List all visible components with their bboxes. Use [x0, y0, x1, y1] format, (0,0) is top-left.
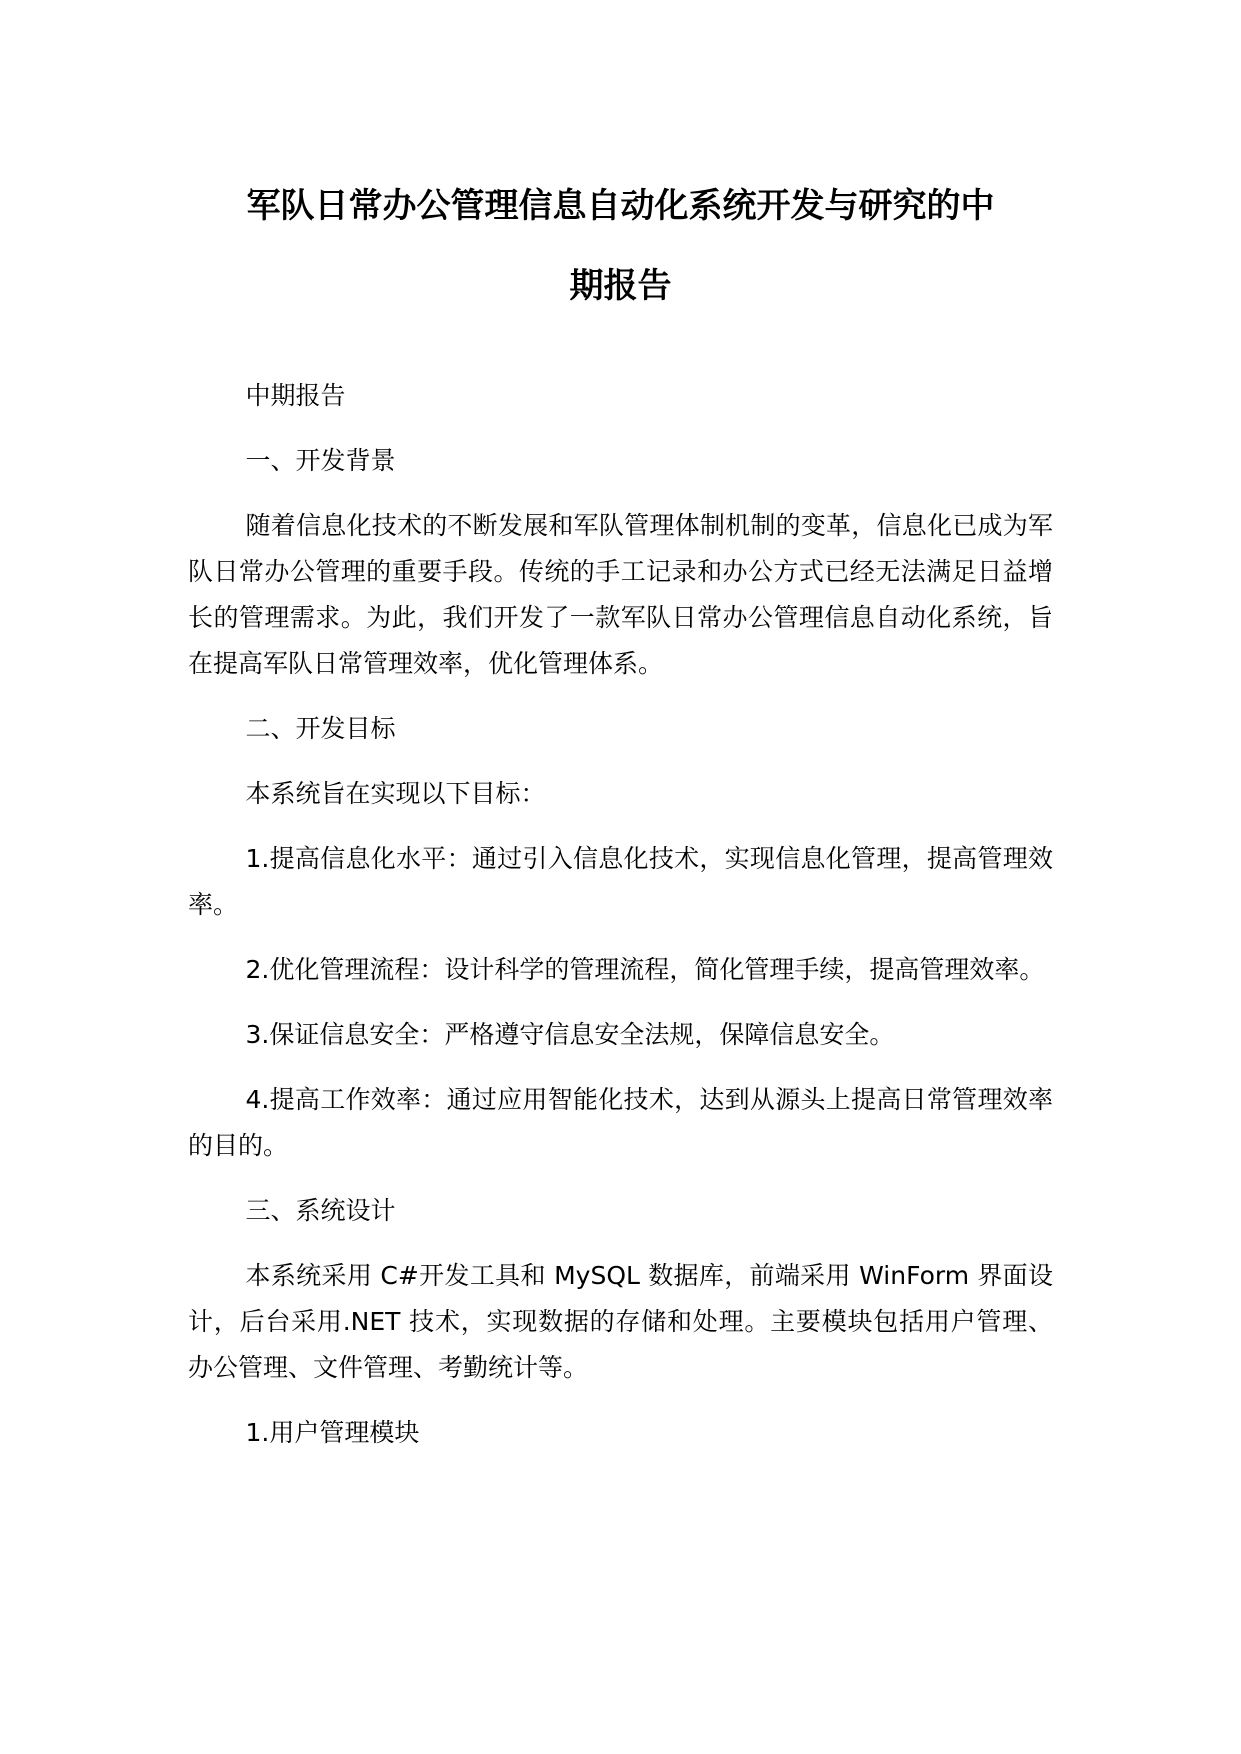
document-title-line-1: 军队日常办公管理信息自动化系统开发与研究的中 — [246, 186, 995, 226]
section-heading-background: 一、开发背景 — [245, 446, 396, 475]
paragraph-background: 随着信息化技术的不断发展和军队管理体制机制的变革，信息化已成为军队日常办公管理的重要手段。传统的手工记录和办公方式已经无法满足日益增长的管理需求。为此，我们开发了一款军队日常办公管理信息自动化系统，旨在提高军队日常管理效率，优化管理体系。 — [188, 511, 1053, 678]
section-heading-design: 三、系统设计 — [245, 1196, 396, 1225]
paragraph-report-label: 中期报告 — [245, 381, 346, 410]
document-title-line-2: 期报告 — [569, 266, 672, 306]
document-body — [188, 373, 1053, 1475]
goal-item-3: 3.保证信息安全：严格遵守信息安全法规，保障信息安全。 — [245, 1020, 895, 1049]
paragraph-design: 本系统采用 C#开发工具和 MySQL 数据库，前端采用 WinForm 界面设计，后台采用.NET 技术，实现数据的存储和处理。主要模块包括用户管理、办公管理、文件管理、考勤统计等。 — [188, 1261, 1053, 1382]
paragraph-goals-intro: 本系统旨在实现以下目标： — [245, 779, 546, 808]
goal-item-1: 1.提高信息化水平：通过引入信息化技术，实现信息化管理，提高管理效率。 — [188, 844, 1053, 919]
goal-item-4: 4.提高工作效率：通过应用智能化技术，达到从源头上提高日常管理效率的目的。 — [188, 1085, 1053, 1160]
section-heading-goals: 二、开发目标 — [245, 714, 396, 743]
goal-item-2: 2.优化管理流程：设计科学的管理流程，简化管理手续，提高管理效率。 — [245, 955, 1045, 984]
subsection-heading-user-management: 1.用户管理模块 — [245, 1418, 420, 1447]
